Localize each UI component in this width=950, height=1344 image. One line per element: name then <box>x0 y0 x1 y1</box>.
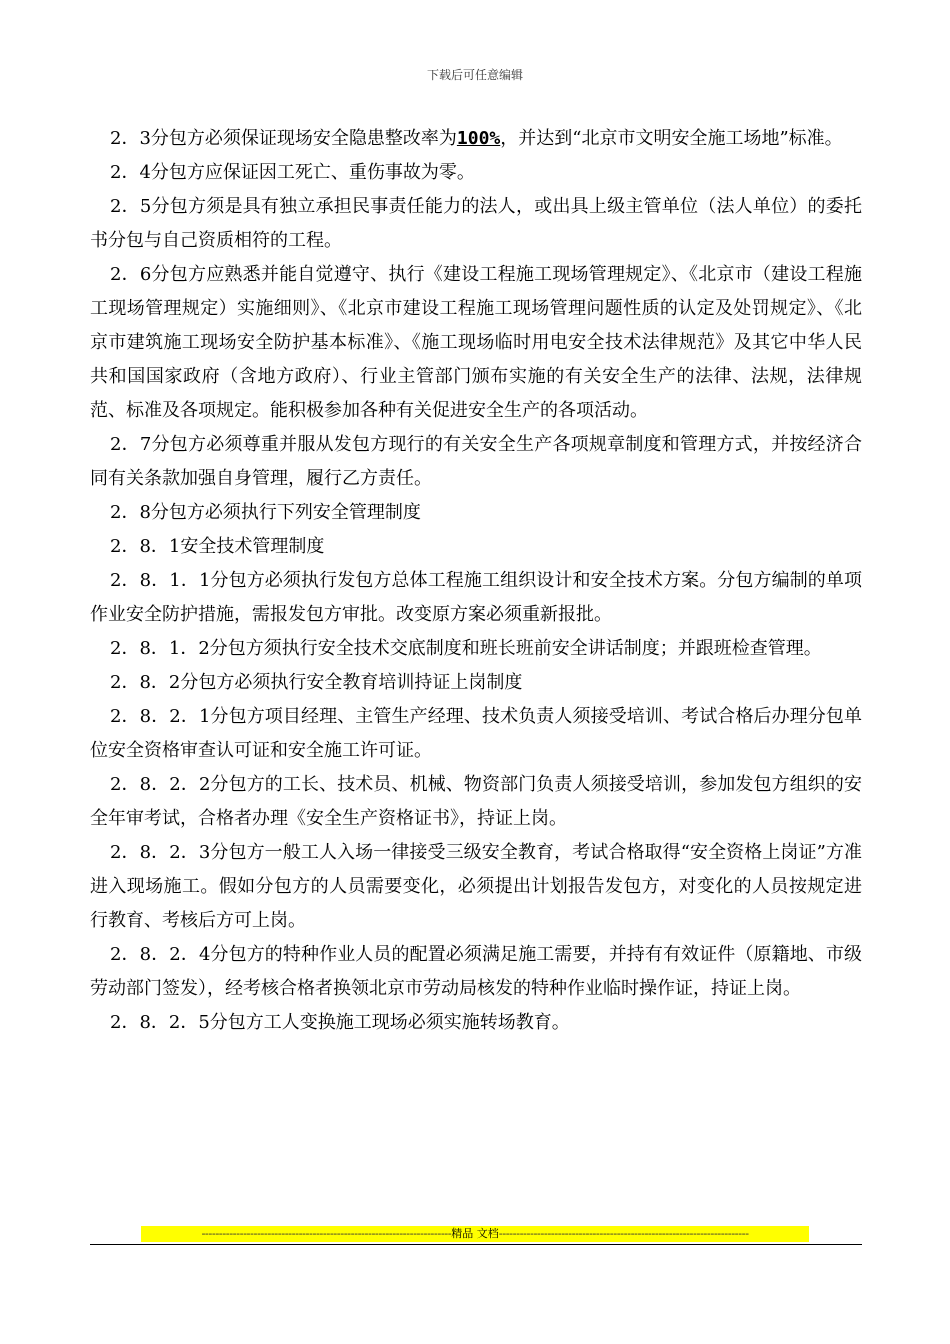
paragraph-2-8-2-2: 2．8．2．2分包方的工长、技术员、机械、物资部门负责人须接受培训，参加发包方组织的安全年审考试，合格者办理《安全生产资格证书》，持证上岗。 <box>90 774 862 829</box>
footer-dashes-left: ------------------------------------------------------------------------ <box>201 1227 452 1240</box>
document-body <box>90 122 862 1040</box>
paragraph-2-8-1: 2．8．1安全技术管理制度 <box>110 536 325 557</box>
paragraph-2-8-2: 2．8．2分包方必须执行安全教育培训持证上岗制度 <box>110 672 523 693</box>
paragraph-2-8-2-1: 2．8．2．1分包方项目经理、主管生产经理、技术负责人须接受培训、考试合格后办理分包单位安全资格审查认可证和安全施工许可证。 <box>90 706 862 761</box>
paragraph-text: ，并达到“北京市文明安全施工场地”标准。 <box>500 128 843 149</box>
footer-text: 精品 文档 <box>451 1227 499 1240</box>
paragraph-2-8-2-3: 2．8．2．3分包方一般工人入场一律接受三级安全教育，考试合格取得“安全资格上岗证”方准进入现场施工。假如分包方的人员需要变化，必须提出计划报告发包方，对变化的人员按规定进行教育、考核后方可上岗。 <box>90 842 862 931</box>
paragraph-2-6: 2．6分包方应熟悉并能自觉遵守、执行《建设工程施工现场管理规定》、《北京市（建设工程施工现场管理规定）实施细则》、《北京市建设工程施工现场管理问题性质的认定及处罚规定》、《北京市建筑施工现场安全防护基本标准》、《施工现场临时用电安全技术法律规范》及其它中华人民共和国国家政府（含地方政府）、行业主管部门颁布实施的有关安全生产的法律、法规，法律规范、标准及各项规定。能积极参加各种有关促进安全生产的各项活动。 <box>90 264 862 421</box>
paragraph-2-5: 2．5分包方须是具有独立承担民事责任能力的法人，或出具上级主管单位（法人单位）的委托书分包与自己资质相符的工程。 <box>90 196 862 251</box>
paragraph-2-4: 2．4分包方应保证因工死亡、重伤事故为零。 <box>110 162 475 183</box>
paragraph-text: 2．3分包方必须保证现场安全隐患整改率为 <box>110 128 457 149</box>
footer-highlight <box>141 1226 809 1242</box>
paragraph-2-8: 2．8分包方必须执行下列安全管理制度 <box>110 502 421 523</box>
paragraph-2-8-1-1: 2．8．1．1分包方必须执行发包方总体工程施工组织设计和安全技术方案。分包方编制的单项作业安全防护措施，需报发包方审批。改变原方案必须重新报批。 <box>90 570 862 625</box>
footer-rule <box>90 1244 862 1245</box>
paragraph-2-7: 2．7分包方必须尊重并服从发包方现行的有关安全生产各项规章制度和管理方式，并按经济合同有关条款加强自身管理，履行乙方责任。 <box>90 434 862 489</box>
underlined-value: 100% <box>456 128 501 149</box>
paragraph-2-8-1-2: 2．8．1．2分包方须执行安全技术交底制度和班长班前安全讲话制度；并跟班检查管理。 <box>110 638 822 659</box>
paragraph-2-8-2-5: 2．8．2．5分包方工人变换施工现场必须实施转场教育。 <box>110 1012 570 1033</box>
paragraph-2-3 <box>90 122 862 156</box>
footer-dashes-right: ------------------------------------------------------------------------ <box>498 1227 749 1240</box>
page-header: 下载后可任意编辑 <box>426 68 523 82</box>
paragraph-2-8-2-4: 2．8．2．4分包方的特种作业人员的配置必须满足施工需要，并持有有效证件（原籍地、市级劳动部门签发），经考核合格者换领北京市劳动局核发的特种作业临时操作证，持证上岗。 <box>90 944 862 999</box>
